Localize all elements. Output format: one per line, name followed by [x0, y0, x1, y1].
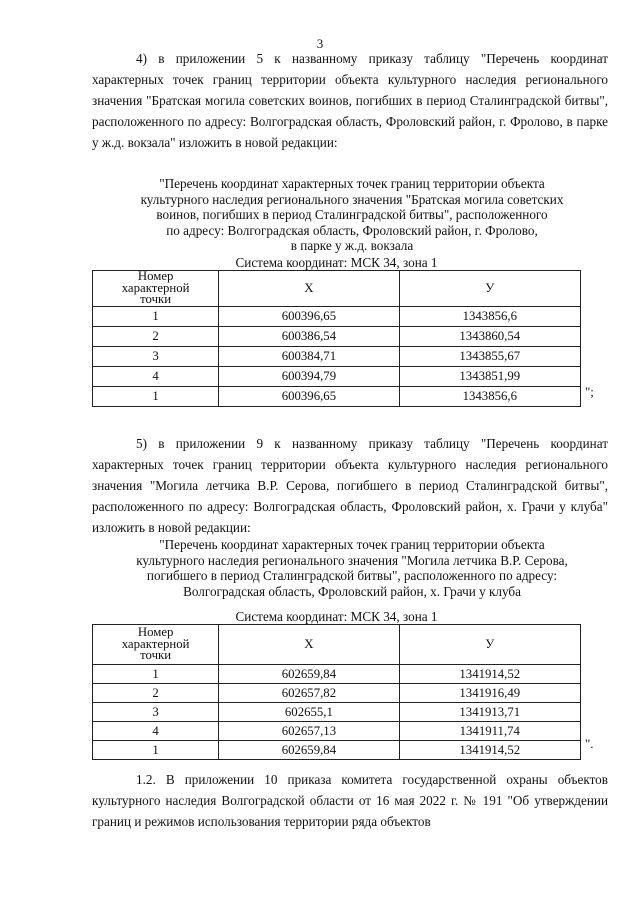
table-2-caption: Система координат: МСК 34, зона 1 — [235, 609, 438, 624]
cell-num: 4 — [93, 722, 219, 741]
header-point-number: Номер характерной точки — [93, 271, 219, 307]
cell-x: 602655,1 — [219, 703, 399, 722]
cell-num: 3 — [93, 703, 219, 722]
table-1-title-line: воинов, погибших в период Сталинградской битвы", расположенного — [156, 207, 548, 222]
cell-y: 1341914,52 — [399, 741, 580, 760]
table-row — [93, 741, 581, 760]
item-5-paragraph: 5) в приложении 9 к названному приказу таблицу "Перечень координат характерных точек границ территории объекта культурного наследия регионального значения "Могила летчика В.Р. Серова, погибшего в период Сталинградской битвы", расположенного по адресу: Волгоградская область, Фроловский район, х. Грачи у клуба" изложить в новой редакции: — [92, 436, 608, 535]
table-2-title-line: культурного наследия регионального значения "Могила летчика В.Р. Серова, — [136, 552, 568, 568]
cell-num: 1 — [93, 741, 219, 760]
table-row — [93, 386, 581, 406]
cell-y: 1341913,71 — [399, 703, 580, 722]
table-row — [93, 326, 581, 346]
cell-y: 1341916,49 — [399, 684, 580, 703]
header-y: У — [399, 625, 580, 665]
cell-num: 1 — [93, 306, 219, 326]
header-x: X — [219, 625, 399, 665]
cell-num: 1 — [93, 386, 219, 406]
table-row — [93, 665, 581, 684]
header-y: У — [399, 271, 580, 307]
coordinates-table-1 — [92, 270, 581, 407]
cell-y: 1343860,54 — [399, 326, 580, 346]
table-1-title-line: "Перечень координат характерных точек границ территории объекта — [159, 176, 545, 191]
cell-num: 2 — [93, 684, 219, 703]
header-x: X — [219, 271, 399, 307]
cell-num: 2 — [93, 326, 219, 346]
cell-y: 1341914,52 — [399, 665, 580, 684]
table-1-title — [96, 176, 608, 254]
table-row — [93, 722, 581, 741]
page-number: 3 — [316, 36, 324, 51]
table-row — [93, 346, 581, 366]
table-header-row — [93, 271, 581, 307]
header-point-number: Номер характерной точки — [93, 625, 219, 665]
cell-x: 600396,65 — [219, 386, 399, 406]
item-1-2-paragraph: 1.2. В приложении 10 приказа комитета государственной охраны объектов культурного наследия Волгоградской области от 16 мая 2022 г. № 191 "Об утверждении границ и режимов использования территории ряда объектов — [92, 772, 608, 829]
cell-num: 1 — [93, 665, 219, 684]
table-2-title-line: "Перечень координат характерных точек границ территории объекта — [159, 537, 545, 552]
cell-x: 602659,84 — [219, 741, 399, 760]
table-row — [93, 684, 581, 703]
cell-num: 4 — [93, 366, 219, 386]
cell-x: 600386,54 — [219, 326, 399, 346]
table-2-title-line: погибшего в период Сталинградской битвы", расположенного по адресу: — [146, 568, 558, 583]
table-row — [93, 306, 581, 326]
table-1-closing-quote: "; — [585, 384, 594, 399]
cell-y: 1343856,6 — [399, 306, 580, 326]
cell-x: 600394,79 — [219, 366, 399, 386]
cell-x: 600396,65 — [219, 306, 399, 326]
coordinates-table-2 — [92, 624, 581, 760]
cell-y: 1343851,99 — [399, 366, 580, 386]
item-4-paragraph: 4) в приложении 5 к названному приказу таблицу "Перечень координат характерных точек границ территории объекта культурного наследия регионального значения "Братская могила советских воинов, погибших в период Сталинградской битвы", расположенного по адресу: Волгоградская область, Фроловский район, г. Фролово, в парке у ж.д. вокзала" изложить в новой редакции: — [92, 51, 608, 150]
cell-x: 602657,82 — [219, 684, 399, 703]
table-2-title-line: Волгоградская область, Фроловский район, х. Грачи у клуба — [183, 583, 521, 599]
table-1-title-line: в парке у ж.д. вокзала — [290, 238, 414, 253]
cell-y: 1343856,6 — [399, 386, 580, 406]
cell-x: 602657,13 — [219, 722, 399, 741]
cell-num: 3 — [93, 346, 219, 366]
cell-y: 1343855,67 — [399, 346, 580, 366]
table-1-caption: Система координат: МСК 34, зона 1 — [235, 255, 438, 270]
table-row — [93, 703, 581, 722]
table-header-row — [93, 625, 581, 665]
table-row — [93, 366, 581, 386]
table-2-closing-quote: ". — [585, 736, 594, 751]
table-1-title-line: культурного наследия регионального значения "Братская могила советских — [140, 191, 564, 207]
cell-y: 1341911,74 — [399, 722, 580, 741]
cell-x: 600384,71 — [219, 346, 399, 366]
table-1-title-line: по адресу: Волгоградская область, Фроловский район, г. Фролово, — [166, 222, 538, 238]
table-2-title — [96, 537, 608, 599]
cell-x: 602659,84 — [219, 665, 399, 684]
